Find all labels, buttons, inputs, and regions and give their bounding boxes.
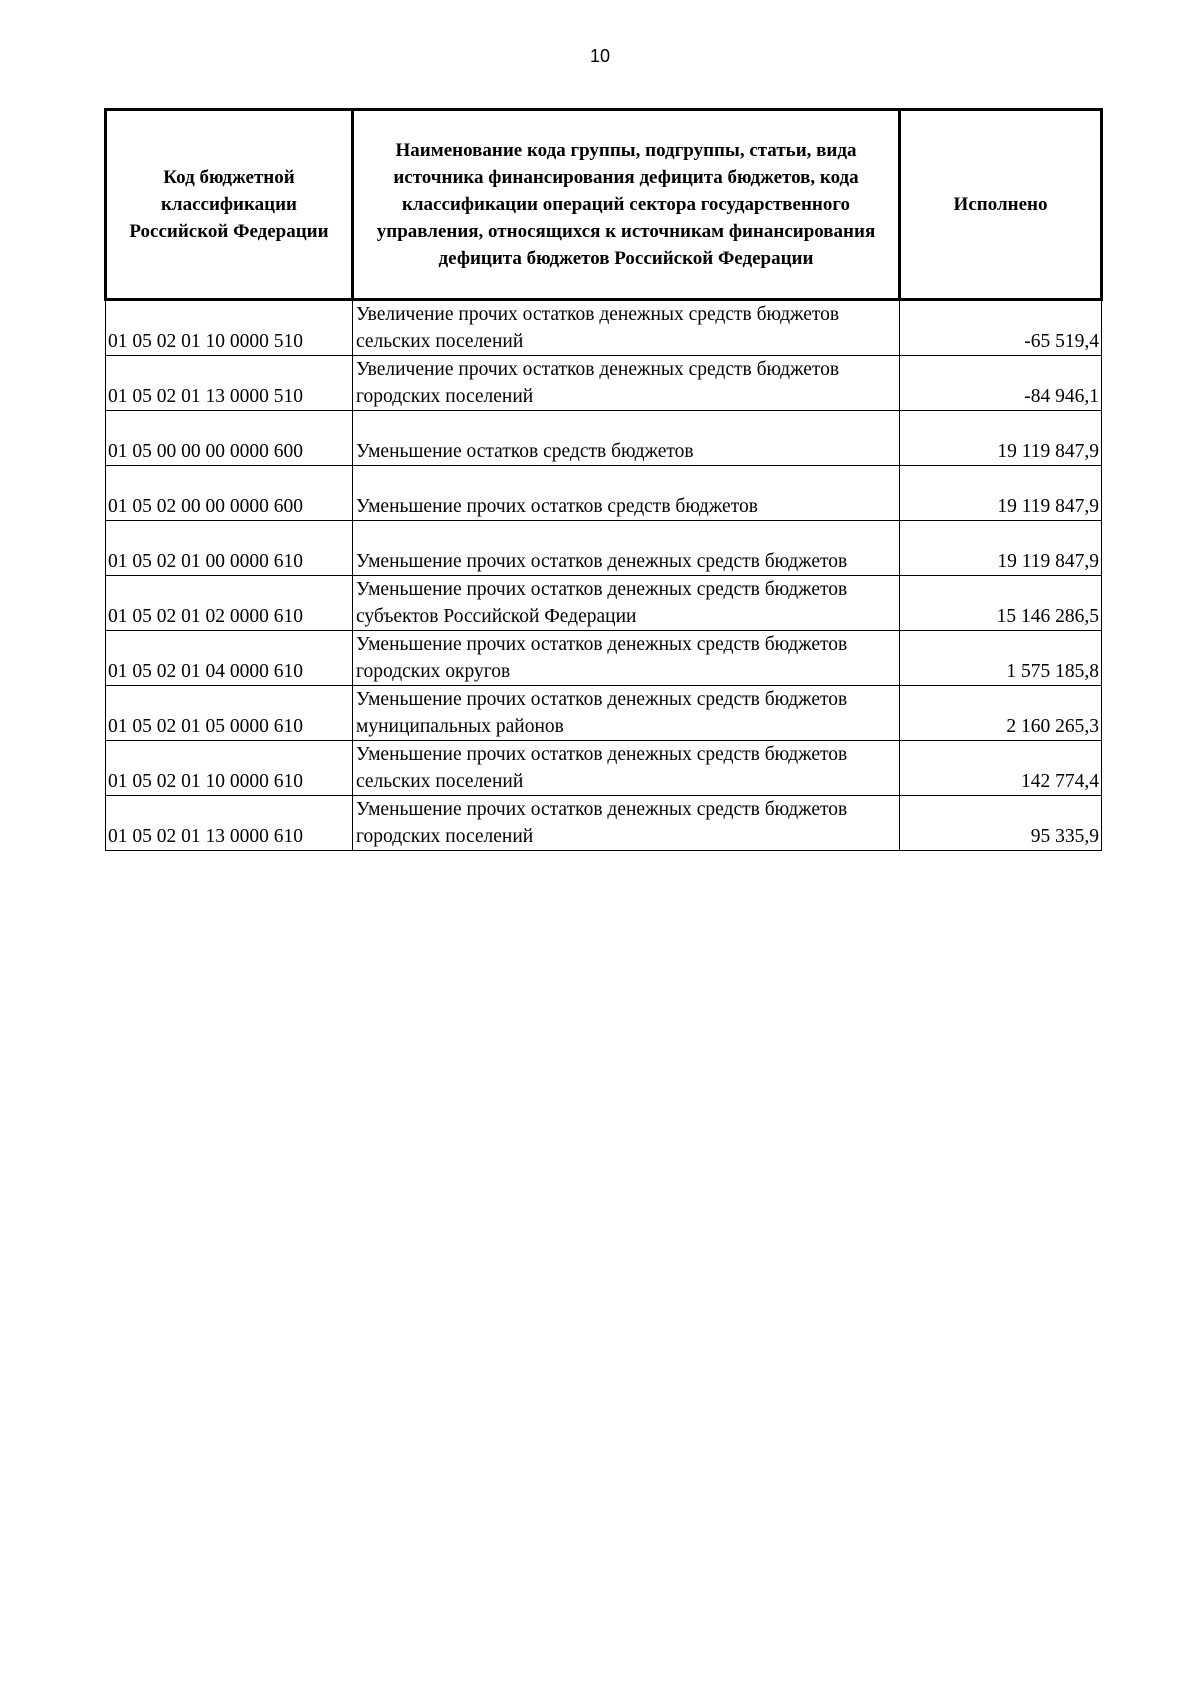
cell-value: 19 119 847,9 [900, 411, 1102, 466]
cell-code: 01 05 00 00 00 0000 600 [106, 411, 353, 466]
cell-name: Уменьшение прочих остатков денежных средств бюджетов сельских поселений [353, 741, 900, 796]
cell-name: Уменьшение остатков средств бюджетов [353, 411, 900, 466]
header-name: Наименование кода группы, подгруппы, статьи, вида источника финансирования дефицита бюджетов, кода классификации операций сектора государственного управления, относящихся к источникам финансирования дефицита бюджетов Российской Федерации [353, 110, 900, 300]
cell-name: Уменьшение прочих остатков денежных средств бюджетов городских округов [353, 631, 900, 686]
cell-code: 01 05 02 01 13 0000 510 [106, 356, 353, 411]
cell-value: 15 146 286,5 [900, 576, 1102, 631]
cell-code: 01 05 02 01 13 0000 610 [106, 796, 353, 851]
cell-code: 01 05 02 01 05 0000 610 [106, 686, 353, 741]
cell-name: Уменьшение прочих остатков денежных средств бюджетов городских поселений [353, 796, 900, 851]
table-row [106, 686, 1102, 741]
cell-code: 01 05 02 01 10 0000 510 [106, 300, 353, 356]
cell-name: Уменьшение прочих остатков денежных средств бюджетов муниципальных районов [353, 686, 900, 741]
table-body [106, 300, 1102, 851]
cell-name: Уменьшение прочих остатков денежных средств бюджетов субъектов Российской Федерации [353, 576, 900, 631]
table-row [106, 576, 1102, 631]
cell-value: 2 160 265,3 [900, 686, 1102, 741]
table-row [106, 796, 1102, 851]
cell-code: 01 05 02 01 00 0000 610 [106, 521, 353, 576]
table-row [106, 411, 1102, 466]
cell-name: Уменьшение прочих остатков средств бюджетов [353, 466, 900, 521]
cell-name: Уменьшение прочих остатков денежных средств бюджетов [353, 521, 900, 576]
cell-code: 01 05 02 01 10 0000 610 [106, 741, 353, 796]
cell-value: 1 575 185,8 [900, 631, 1102, 686]
header-value: Исполнено [900, 110, 1102, 300]
cell-code: 01 05 02 00 00 0000 600 [106, 466, 353, 521]
table-row [106, 521, 1102, 576]
table-row [106, 466, 1102, 521]
budget-sources-table [104, 108, 1103, 851]
table-header-row [106, 110, 1102, 300]
cell-value: 19 119 847,9 [900, 521, 1102, 576]
table-header [106, 110, 1102, 300]
table-row [106, 631, 1102, 686]
table-row [106, 300, 1102, 356]
cell-name: Увеличение прочих остатков денежных средств бюджетов сельских поселений [353, 300, 900, 356]
cell-code: 01 05 02 01 04 0000 610 [106, 631, 353, 686]
table-row [106, 356, 1102, 411]
page-number: 10 [589, 46, 611, 66]
cell-value: -84 946,1 [900, 356, 1102, 411]
cell-code: 01 05 02 01 02 0000 610 [106, 576, 353, 631]
cell-value: 142 774,4 [900, 741, 1102, 796]
header-code: Код бюджетной классификации Российской Федерации [106, 110, 353, 300]
cell-name: Увеличение прочих остатков денежных средств бюджетов городских поселений [353, 356, 900, 411]
cell-value: -65 519,4 [900, 300, 1102, 356]
cell-value: 95 335,9 [900, 796, 1102, 851]
cell-value: 19 119 847,9 [900, 466, 1102, 521]
table-row [106, 741, 1102, 796]
